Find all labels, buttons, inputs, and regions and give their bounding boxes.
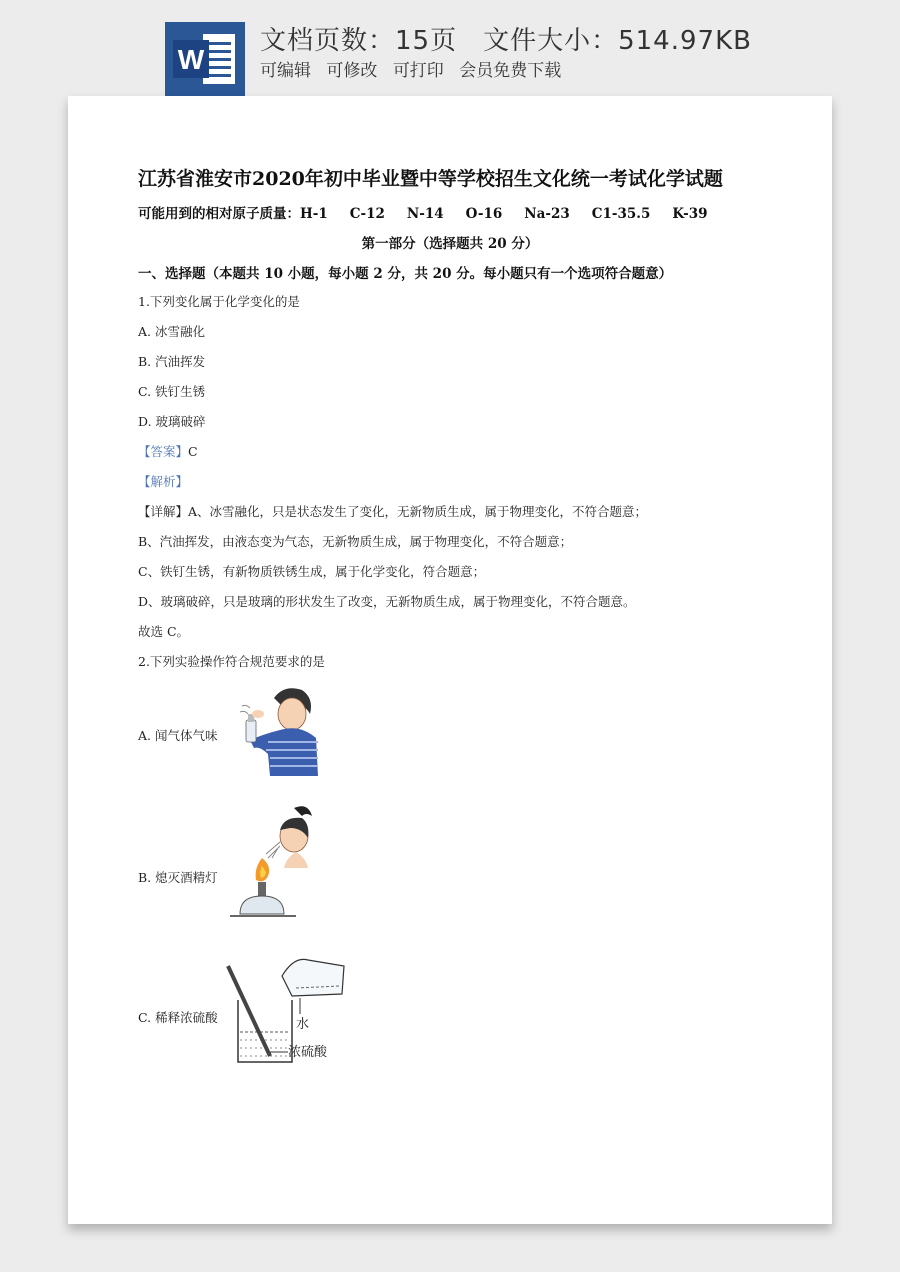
extinguish-lamp-illustration <box>226 802 326 938</box>
detail-text-a: A、冰雪融化，只是状态发生了变化，无新物质生成，属于物理变化，不符合题意； <box>188 504 648 519</box>
feature-printable: 可打印 <box>392 61 444 81</box>
document-title: 江苏省淮安市2020年初中毕业暨中等学校招生文化统一考试化学试题 <box>138 168 723 190</box>
q2-option-b: B. 熄灭酒精灯 <box>138 870 218 885</box>
banner-title <box>260 20 752 57</box>
q2-option-c: C. 稀释浓硫酸 <box>138 1010 218 1025</box>
dilute-acid-illustration <box>226 956 356 1072</box>
answer-label: 【答案】 <box>138 444 189 459</box>
atomic-mass-k: K-39 <box>672 206 708 222</box>
q1-option-d: D. 玻璃破碎 <box>138 414 206 429</box>
q1-detail-b: B、汽油挥发，由液态变为气态，无新物质生成，属于物理变化，不符合题意； <box>138 534 573 549</box>
atomic-mass-na: Na-23 <box>524 206 570 222</box>
word-document-icon <box>165 22 245 96</box>
section-title: 一、选择题（本题共 10 小题，每小题 2 分，共 20 分。每小题只有一个选项符合题意） <box>138 266 673 282</box>
q1-detail-a <box>138 502 647 520</box>
file-size-label: 文件大小：514.97KB <box>483 26 752 56</box>
atomic-mass-cl: C1-35.5 <box>591 206 651 222</box>
water-label: 水 <box>296 1017 310 1032</box>
q1-stem: 1.下列变化属于化学变化的是 <box>138 294 300 309</box>
part-title: 第一部分（选择题共 20 分） <box>361 236 539 252</box>
atomic-mass-o: O-16 <box>465 206 503 222</box>
svg-text:W: W <box>177 44 205 75</box>
q1-answer <box>138 442 198 460</box>
feature-list <box>260 56 571 81</box>
q1-detail-d: D、玻璃破碎，只是玻璃的形状发生了改变，无新物质生成，属于物理变化，不符合题意。 <box>138 594 636 609</box>
atomic-mass-c: C-12 <box>349 206 385 222</box>
atomic-mass-h: H-1 <box>300 206 328 222</box>
q1-option-b: B. 汽油挥发 <box>138 354 206 369</box>
atomic-mass-n: N-14 <box>406 206 444 222</box>
doc-pages-label: 文档页数：15页 <box>260 26 458 56</box>
analysis-label: 【解析】 <box>138 474 189 489</box>
atomic-mass-prefix: 可能用到的相对原子质量： <box>138 206 300 222</box>
document-page <box>68 96 832 1224</box>
smelling-gas-illustration <box>240 684 322 778</box>
feature-member-download[interactable]: 会员免费下载 <box>459 61 562 81</box>
detail-label: 【详解】 <box>138 504 189 519</box>
feature-modifiable: 可修改 <box>326 61 378 81</box>
q1-detail-c: C、铁钉生锈，有新物质铁锈生成，属于化学变化，符合题意； <box>138 564 486 579</box>
q2-option-a: A. 闻气体气味 <box>138 728 218 743</box>
feature-editable: 可编辑 <box>260 61 311 81</box>
atomic-mass-line <box>138 202 708 222</box>
q1-conclusion: 故选 C。 <box>138 624 190 639</box>
sulfuric-acid-label: 浓硫酸 <box>288 1045 328 1060</box>
q1-option-a: A. 冰雪融化 <box>138 324 205 339</box>
q1-option-c: C. 铁钉生锈 <box>138 384 206 399</box>
answer-value: C <box>188 444 198 459</box>
q2-stem: 2.下列实验操作符合规范要求的是 <box>138 654 325 669</box>
header-banner <box>0 0 900 100</box>
